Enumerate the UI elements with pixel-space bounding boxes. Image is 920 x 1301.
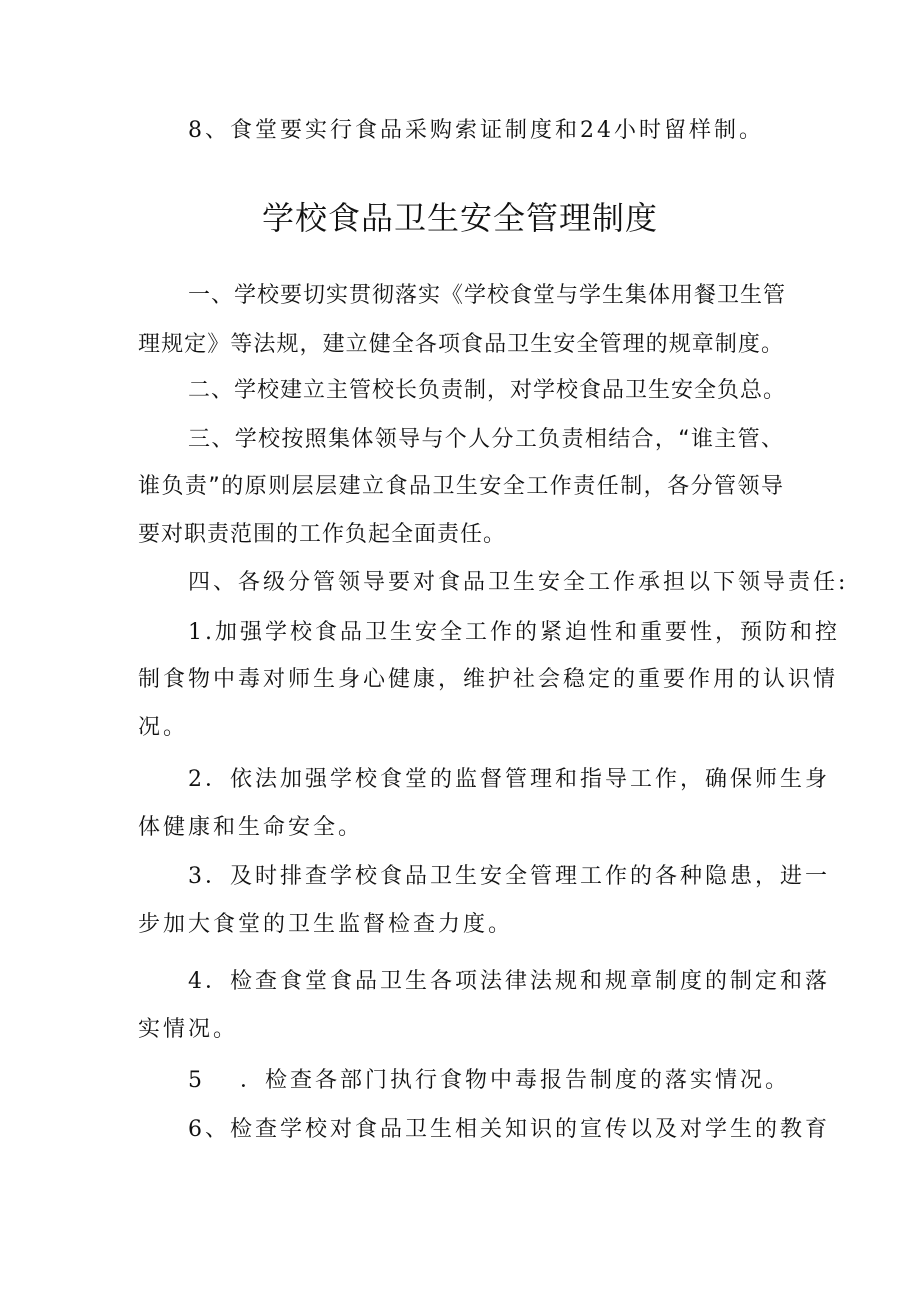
sub-3-line-2: 步加大食堂的卫生监督检查力度。 [138, 912, 514, 937]
sub-2-line-1: 2．依法加强学校食堂的监督管理和指导工作，确保师生身 [188, 767, 830, 792]
item-4-line-1: 四、各级分管领导要对食品卫生安全工作承担以下领导责任: [188, 570, 849, 595]
item-3-line-3: 要对职责范围的工作负起全面责任。 [138, 522, 507, 547]
item-2-line-1: 二、学校建立主管校长负责制，对学校食品卫生安全负总。 [188, 378, 787, 403]
pre-title-item-8: 8、食堂要实行食品采购索证制度和24小时留样制。 [188, 118, 764, 143]
sub-6-line-1: 6、检查学校对食品卫生相关知识的宣传以及对学生的教育 [188, 1117, 830, 1142]
sub-4-line-2: 实情况。 [138, 1017, 239, 1042]
sub-5-text: ．检查各部门执行食物中毒报告制度的落实情况。 [240, 1068, 791, 1093]
item-3-line-2: 谁负责”的原则层层建立食品卫生安全工作责任制，各分管领导 [138, 474, 784, 499]
sub-1-line-2: 制食物中毒对师生身心健康，维护社会稳定的重要作用的认识情 [138, 667, 839, 692]
sub-5-number: 5 [188, 1068, 205, 1093]
sub-4-line-1: 4．检查食堂食品卫生各项法律法规和规章制度的制定和落 [188, 969, 830, 994]
sub-2-line-2: 体健康和生命安全。 [138, 815, 364, 840]
item-1-line-1: 一、学校要切实贯彻落实《学校食堂与学生集体用餐卫生管 [188, 283, 787, 308]
sub-3-line-1: 3．及时排查学校食品卫生安全管理工作的各种隐患，进一 [188, 864, 830, 889]
sub-1-line-1: 1.加强学校食品卫生安全工作的紧迫性和重要性，预防和控 [188, 620, 840, 645]
page-title: 学校食品卫生安全管理制度 [261, 199, 658, 237]
sub-1-line-3: 况。 [138, 715, 189, 740]
item-1-line-2: 理规定》等法规，建立健全各项食品卫生安全管理的规章制度。 [138, 332, 784, 357]
item-3-line-1: 三、学校按照集体领导与个人分工负责相结合，“谁主管、 [188, 427, 784, 452]
